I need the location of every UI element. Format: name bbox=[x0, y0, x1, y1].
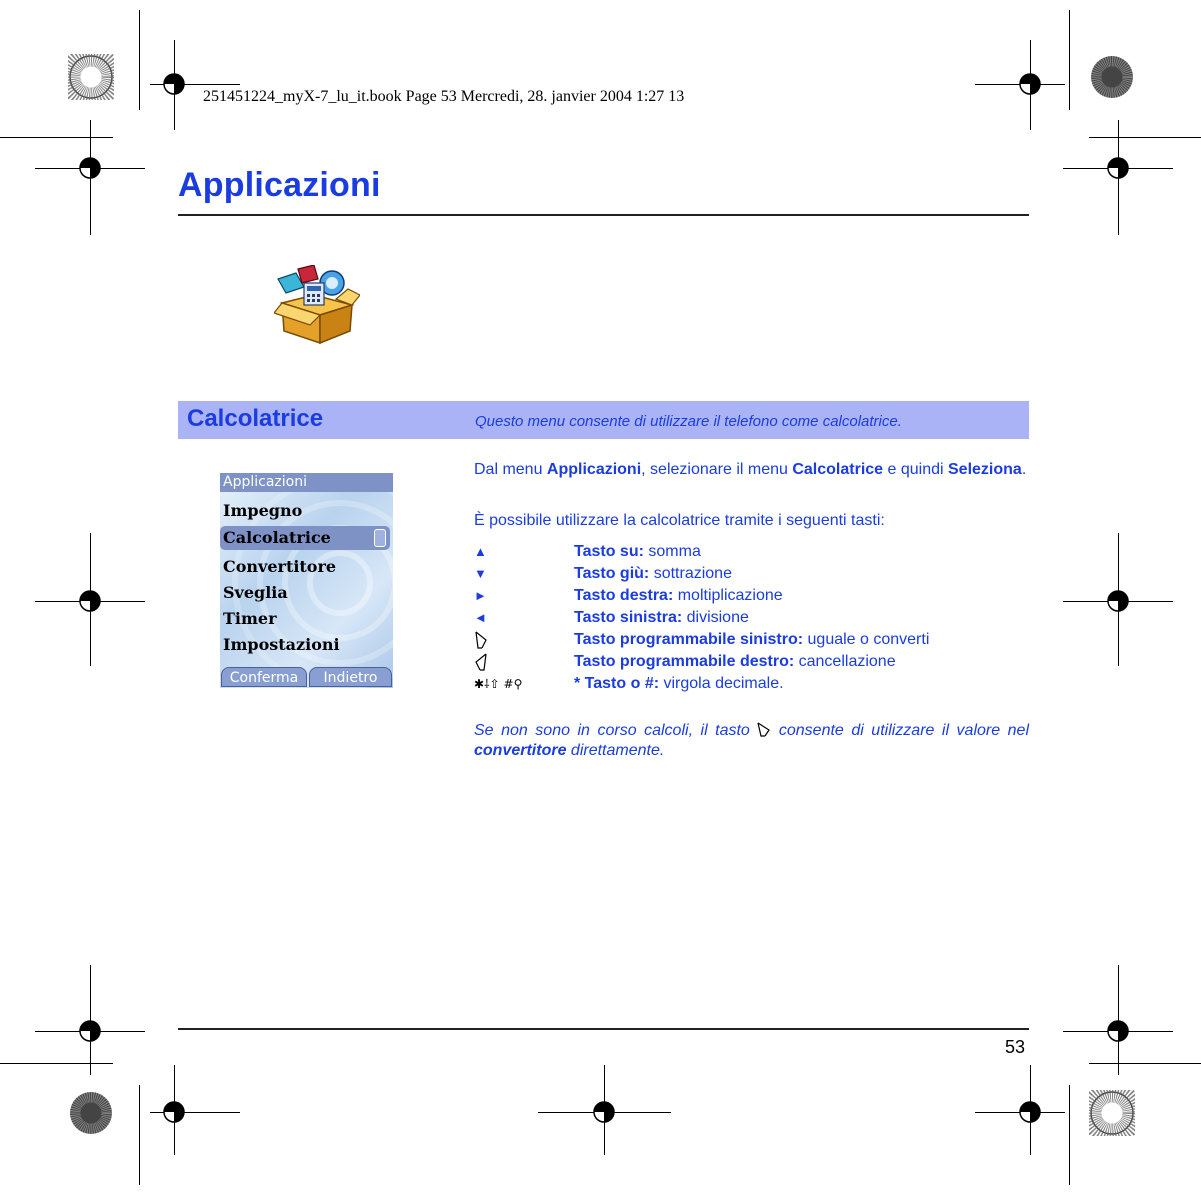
registration-mark-icon bbox=[162, 72, 186, 96]
registration-mark-icon bbox=[1106, 589, 1130, 613]
right-softkey-icon bbox=[474, 652, 488, 672]
note-paragraph bbox=[474, 721, 1029, 761]
star-hash-keys-icon: ✱⸸⇧ #⚲ bbox=[474, 677, 523, 691]
phone-menu-item[interactable]: Timer bbox=[223, 609, 277, 628]
key-label: Tasto sinistra: bbox=[574, 609, 683, 626]
section-header bbox=[178, 401, 1029, 439]
right-arrow-icon: ► bbox=[474, 588, 487, 603]
key-label: Tasto giù: bbox=[574, 565, 650, 582]
page-title: Applicazioni bbox=[178, 166, 381, 204]
key-label: * Tasto o #: bbox=[574, 675, 660, 692]
keys-intro: È possibile utilizzare la calcolatrice tramite i seguenti tasti: bbox=[474, 512, 885, 529]
key-label: Tasto programmabile sinistro: bbox=[574, 631, 804, 648]
scroll-indicator-icon bbox=[374, 529, 386, 547]
key-description bbox=[574, 565, 732, 583]
registration-mark-icon bbox=[78, 156, 102, 180]
phone-menu-item[interactable]: Impostazioni bbox=[223, 635, 340, 654]
starburst-mark-icon bbox=[1089, 1090, 1135, 1136]
phone-menu-item[interactable]: Convertitore bbox=[223, 557, 337, 576]
text-run: , selezionare il menu bbox=[641, 461, 793, 478]
key-function: somma bbox=[643, 543, 701, 560]
left-arrow-icon: ◄ bbox=[474, 610, 487, 625]
registration-mark-icon bbox=[1106, 1019, 1130, 1043]
registration-mark-icon bbox=[1018, 1100, 1042, 1124]
key-function: sottrazione bbox=[649, 565, 732, 582]
up-arrow-icon: ▲ bbox=[474, 544, 487, 559]
applications-box-icon bbox=[274, 265, 360, 345]
phone-menu-item[interactable]: Sveglia bbox=[223, 583, 288, 602]
registration-mark-icon bbox=[1106, 156, 1130, 180]
key-function: cancellazione bbox=[794, 653, 896, 670]
phone-menu-item-selected[interactable] bbox=[220, 526, 390, 550]
print-header: 251451224_myX-7_lu_it.book Page 53 Mercredi, 28. janvier 2004 1:27 13 bbox=[203, 88, 685, 105]
text-run: e quindi bbox=[883, 461, 948, 478]
section-title: Calcolatrice bbox=[187, 405, 324, 432]
key-function: virgola decimale. bbox=[659, 675, 784, 692]
key-description bbox=[574, 631, 929, 649]
key-description bbox=[574, 653, 896, 671]
key-label: Tasto programmabile destro: bbox=[574, 653, 795, 670]
text-run: . bbox=[1021, 461, 1027, 478]
phone-menu-item-label: Calcolatrice bbox=[223, 528, 331, 547]
text-run: Se non sono in corso calcoli, il tasto bbox=[474, 722, 758, 739]
down-arrow-icon: ▼ bbox=[474, 566, 487, 581]
menu-name: Applicazioni bbox=[546, 461, 642, 478]
registration-mark-icon bbox=[78, 589, 102, 613]
phone-screen bbox=[220, 473, 393, 688]
registration-mark-icon bbox=[1018, 72, 1042, 96]
key-function: moltiplicazione bbox=[673, 587, 783, 604]
key-description bbox=[574, 587, 783, 605]
text-run: direttamente. bbox=[566, 742, 665, 759]
key-description bbox=[574, 609, 749, 627]
left-softkey-icon bbox=[474, 630, 488, 650]
key-function: divisione bbox=[682, 609, 749, 626]
left-softkey-icon bbox=[757, 721, 771, 737]
page-number: 53 bbox=[1005, 1037, 1026, 1057]
key-label: Tasto destra: bbox=[574, 587, 674, 604]
key-description bbox=[574, 675, 784, 693]
starburst-mark-icon bbox=[68, 54, 114, 100]
registration-mark-icon bbox=[162, 1100, 186, 1124]
phone-menu-item[interactable]: Impegno bbox=[223, 501, 303, 520]
emphasis-text: convertitore bbox=[474, 742, 567, 759]
menu-name: Calcolatrice bbox=[792, 461, 884, 478]
phone-menu-header: Applicazioni bbox=[220, 473, 393, 492]
key-function: uguale o converti bbox=[803, 631, 930, 648]
instruction-paragraph bbox=[474, 461, 1029, 479]
registration-mark-icon bbox=[592, 1100, 616, 1124]
registration-mark-icon bbox=[78, 1019, 102, 1043]
menu-name: Seleziona bbox=[948, 461, 1022, 478]
key-label: Tasto su: bbox=[574, 543, 644, 560]
softkey-indietro[interactable]: Indietro bbox=[309, 667, 392, 687]
text-run: consente di utilizzare il valore nel bbox=[771, 722, 1030, 739]
title-rule bbox=[178, 214, 1029, 216]
starburst-mark-icon bbox=[68, 1090, 114, 1136]
starburst-mark-icon bbox=[1089, 54, 1135, 100]
text-run: Dal menu bbox=[474, 461, 547, 478]
section-intro: Questo menu consente di utilizzare il telefono come calcolatrice. bbox=[475, 413, 902, 430]
footer-rule bbox=[178, 1028, 1029, 1030]
key-description bbox=[574, 543, 701, 561]
softkey-conferma[interactable]: Conferma bbox=[221, 667, 307, 687]
